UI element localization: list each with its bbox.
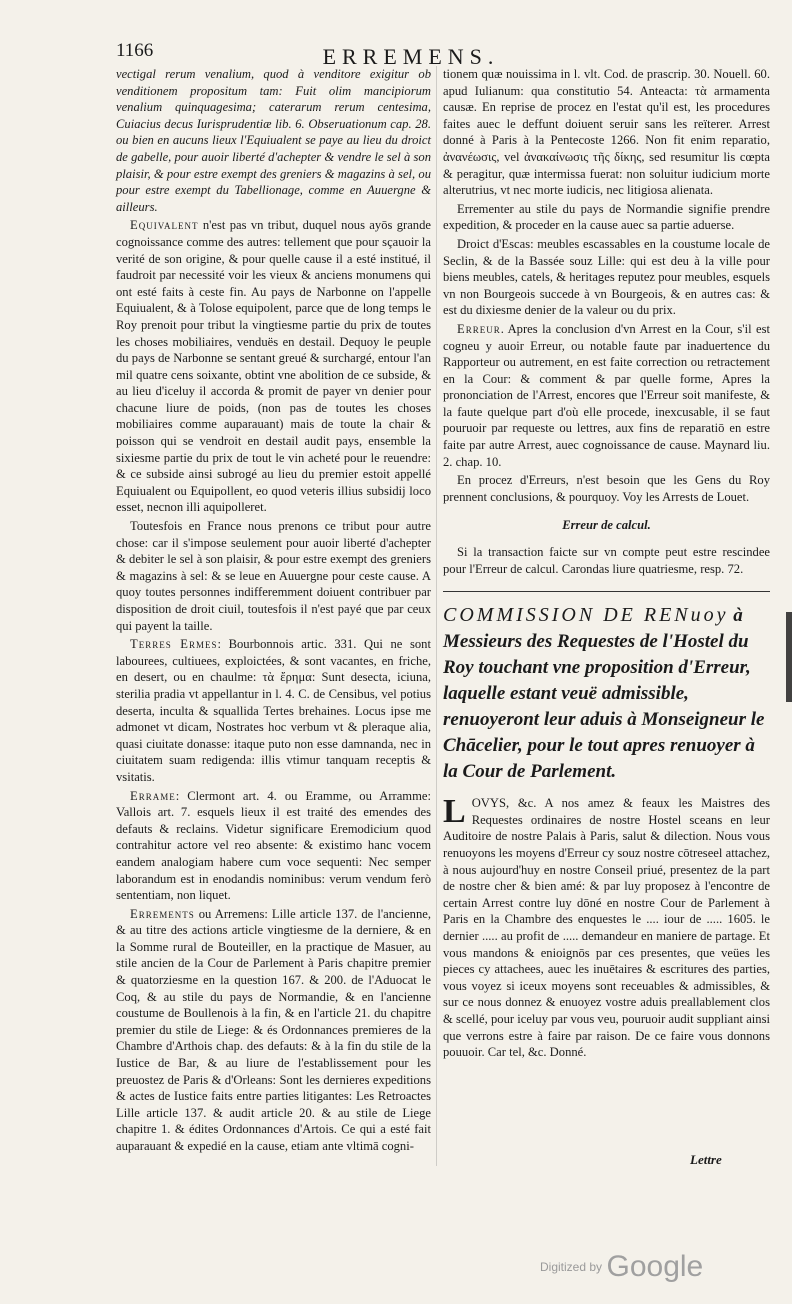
drop-cap: L [443, 793, 466, 831]
commission-heading [443, 602, 770, 785]
left-paragraph-3: Toutesfois en France nous prenons ce tribut pour autre chose: car il s'impose seulement pour auoir liberté d'achepter & debiter le sel à son plaisir, & pour estre exempt des greniers & magazins à sel: & se leue en Auuergne pour ceste cause. A quoy toutes personnes indifferemment doiuent contribuer par disposition de droit ciuil, toutesfois il n'est payé que par ceux qui payent la taille. [116, 519, 431, 633]
right-paragraph-3: Droict d'Escas: meubles escassables en la coustume locale de Seclin, & de la Bassée souz Lille: qui est deu à la ville pour biens meubles, catels, & heritages reputez pour meubles, esquels vn non Bourgeois succede à vn Bourgeois, & en autres cas: & est du dixiesme denier de la valeur ou du prix. [443, 236, 770, 318]
running-title: ERREMENS. [322, 44, 500, 69]
google-logo: Google [606, 1250, 704, 1283]
left-column [116, 66, 431, 1157]
right-paragraph-6: Si la transaction faicte sur vn compte peut estre rescindee pour l'Erreur de calcul. Carondas liure quatriesme, resp. 72. [443, 545, 770, 576]
entry-heading-terres-ermes: Terres Ermes [130, 637, 218, 652]
right-paragraph-1: tionem quæ nouissima in l. vlt. Cod. de prascrip. 30. Nouell. 60. apud Iulianum: qua constitutio 54. Anteacta: τὰ armamenta causæ. En reprise de procez en l'estat qu'il est, les procedures faites auec le deffunt doiuent seruir sans les reïterer. Arrest donné à Paris à la Pentecoste 1266. Non fit enim reparatio, ἀνανέωσις, vel ἀνακαίνωσις τῆς δίκης, sed resumitur lis cœpta & peragitur, quæ intermissa fuerat: non soluitur iudicium morte alterutrius, vt nec morte iudicis, nec litigiosa alienata. [443, 67, 770, 198]
catchword: Lettre [690, 1152, 722, 1167]
entry-text-equivalent: n'est pas vn tribut, duquel nous ayōs grande cognoissance comme des autres: tellement que pour sçauoir la verité de son origine, & pour quelle cause il a esté institué, il faudroit par necessité voir les vieux & anciens monumens qui ont esté faits à ceste fin. Au pays de Narbonne on l'appelle Equiualent, & à Tolose equipolent, parce que de long temps le Roy prenoit pour tribut la vingtiesme partie du prix de toutes les choses mobiliaires, venduës en destail. Dequoy le peuple du pays de Narbonne se sentant greué & surchargé, entour l'an mil quatre cens soixante, obtint vne abolition de ce subside, & au lieu d'iceluy il accorda & promit de payer vn denier pour chacune liure de poids, (non pas de toutes les choses mobiliaires comme auparauant) mais de toute la chair & poisson qui se vendroit en destail audit pays, ensemble la sixiesme partie du prix de tout le vin acheté pour le reuendre: & ce subside ainsi subrogé au lieu du premier estoit appellé Equiualent ou Equipollent, eo quod veteris illius subsidij loco esset, necnon illi aquipolleret. [116, 218, 431, 515]
digitized-by-watermark [540, 1250, 703, 1284]
entry-errame [116, 788, 431, 904]
entry-text-erreur: . Apres la conclusion d'vn Arrest en la Cour, s'il est cogneu y auoir Erreur, ou notable faute par inaduertence du Rapporteur ou autrement, en est faite correction ou retractement en la Cour: & comment & par quelle forme, Apres la prononciation de l'Arrest, encores que l'Erreur soit manifeste, & la faute quelque part d'où elle procede, inexcusable, il se faut pouruoir par requeste ou lettres, aux fins de reparatiō en estre faite par autre Arrest, auec cognoissance de cause. Maynard liu. 2. chap. 10. [443, 321, 770, 469]
right-column [443, 66, 770, 1063]
entry-text-terres-ermes: : Bourbonnois artic. 331. Qui ne sont labourees, cultiuees, exploictées, & sont vacantes, en friche, en desert, ou en chaulme: τὰ ἔρημα: Sunt desecta, iciuna, sterilia pradia vt appellantur in l. 4. C. de Censibus, vel potius deserta, inculta & squallida Tertes brehaines. Locus ipse me admonet vt dicam, Nostrates hoc verbum vt & pleraque alia, quasi ciuitate donasse: itaque puto non esse damnanda, nec in ciuitatem suam redigenda: illis vtimur tanquam receptis & vsitatis. [116, 637, 431, 784]
column-divider [436, 66, 437, 1166]
entry-heading-errements: Errements [130, 906, 195, 921]
commission-letter [443, 795, 770, 1061]
commission-heading-caps: COMMISSION DE RENuoy [443, 604, 729, 627]
entry-terres-ermes [116, 636, 431, 785]
page-edge-mark [786, 612, 792, 702]
commission-letter-text: OVYS, &c. A nos amez & feaux les Maistres des Requestes ordinaires de nostre Hostel sceans en leur Auditoire de nostre Palais à Paris, salut & dilection. Nous vous renuoyons les moyens d'Erreur cy souz nostre cōtreseel attachez, à nous aujourd'huy en nostre Conseil priué, presentez de la part de nostre cher & bien amé: & par luy proposez à l'encontre de certain Arrest contre luy dōné en nostre Cour de Parlement à Paris en la Chambre des enquestes le .... iour de ..... 1605. le dernier ..... au profit de ..... demandeur en maniere de partage. Et vous mandons & enioignōs par ces presentes, que veües les pieces cy attachees, auec les inuētaires & escritures des parties, vous voyez si iceux moyens sont receuables & admissibles, & sur ce nous donnez & enuoyez vostre aduis preallablement clos & scellé, pour iceluy par vous veu, pouruoir audit suppliant ainsi que verrons estre à faire par raison. De ce faire vous donnons pouuoir. Car tel, &c. Donné. [443, 796, 770, 1060]
section-rule [443, 591, 770, 592]
entry-equivalent [116, 217, 431, 516]
entry-errements [116, 906, 431, 1155]
right-paragraph-5: En procez d'Erreurs, n'est besoin que les Gens du Roy prennent conclusions, & pourquoy. Voy les Arrests de Louet. [443, 473, 770, 504]
entry-text-errame: : Clermont art. 4. ou Eramme, ou Arramme: Vallois art. 7. esquels lieux il est traité des emendes des defauts & reclains. Videtur significare Eremodicium quod contrahitur actore vel reo absente: & existimo hanc vocem eandem analogiam habere cum voce sequenti: Nec semper laborandum est in enodandis nominibus: verum vendum ferò sententiam, non liquet. [116, 788, 431, 903]
entry-text-errements: ou Arremens: Lille article 137. de l'ancienne, & au titre des actions article vingtiesme de la derniere, & en la Somme rural de Bouteiller, en la practique de Masuer, au stile ancien de la Cour de Parlement à Paris chapitre premier & quatorziesme en la question 167. & 200. de l'Aduocat le Coq, & au stile du pays de Normandie, & en l'ancienne coustume de Boullenois à la fin, & en l'article 21. du chapitre premier du stile de Liege: & és Ordonnances premieres de la Chambre d'Arthois chap. des defauts: & à la fin du stile de la Iustice de Bar, & au liure de l'establissement pour les preuostez de Paris & d'Orleans: Sont les dernieres expeditions & actes de Iustice faits entre parties litigantes: Les Retroactes Lille article 137. & audit article 20. & au stile de Liege chapitre 1. & édites Ordonnances d'Artois. Ce qui a esté fait auparauant & expedié en la cause, etiam ante vltimā cogni- [116, 906, 431, 1153]
watermark-prefix: Digitized by [540, 1260, 603, 1274]
entry-heading-errame: Errame [130, 788, 176, 803]
commission-heading-rest: à Messieurs des Requestes de l'Hostel du Roy touchant vne proposition d'Erreur, laquelle estant veuë admissible, renuoyeront leur aduis à Monseigneur le Chācelier, pour le tout apres renuoyer à la Cour de Parlement. [443, 605, 765, 783]
section-title-erreur-de-calcul: Erreur de calcul. [562, 518, 651, 533]
right-paragraph-2: Errementer au stile du pays de Normandie signifie prendre expedition, & proceder en la cause auec sa partie aduerse. [443, 201, 770, 233]
left-paragraph-1: vectigal rerum venalium, quod à venditore exigitur ob venditionem propositum tam: Fuit olim mancipiorum venalium quinquagesima; caterarum rerum centesima, Cuiacius decus Iurisprudentiæ lib. 6. Obseruationum cap. 28. ou bien en aucuns lieux l'Equiualent se paye au lieu du droict de gabelle, pour auoir liberté d'achepter & vendre le sel à son plaisir, & pour estre exempt des greniers & magazins à sel, ou pour estre exempt du Tabellionage, comme en Auuergne & ailleurs. [116, 67, 431, 214]
entry-heading-erreur: Erreur [457, 321, 501, 336]
entry-heading-equivalent: Equivalent [130, 218, 199, 233]
page-number: 1166 [116, 40, 154, 61]
entry-erreur [443, 321, 770, 470]
